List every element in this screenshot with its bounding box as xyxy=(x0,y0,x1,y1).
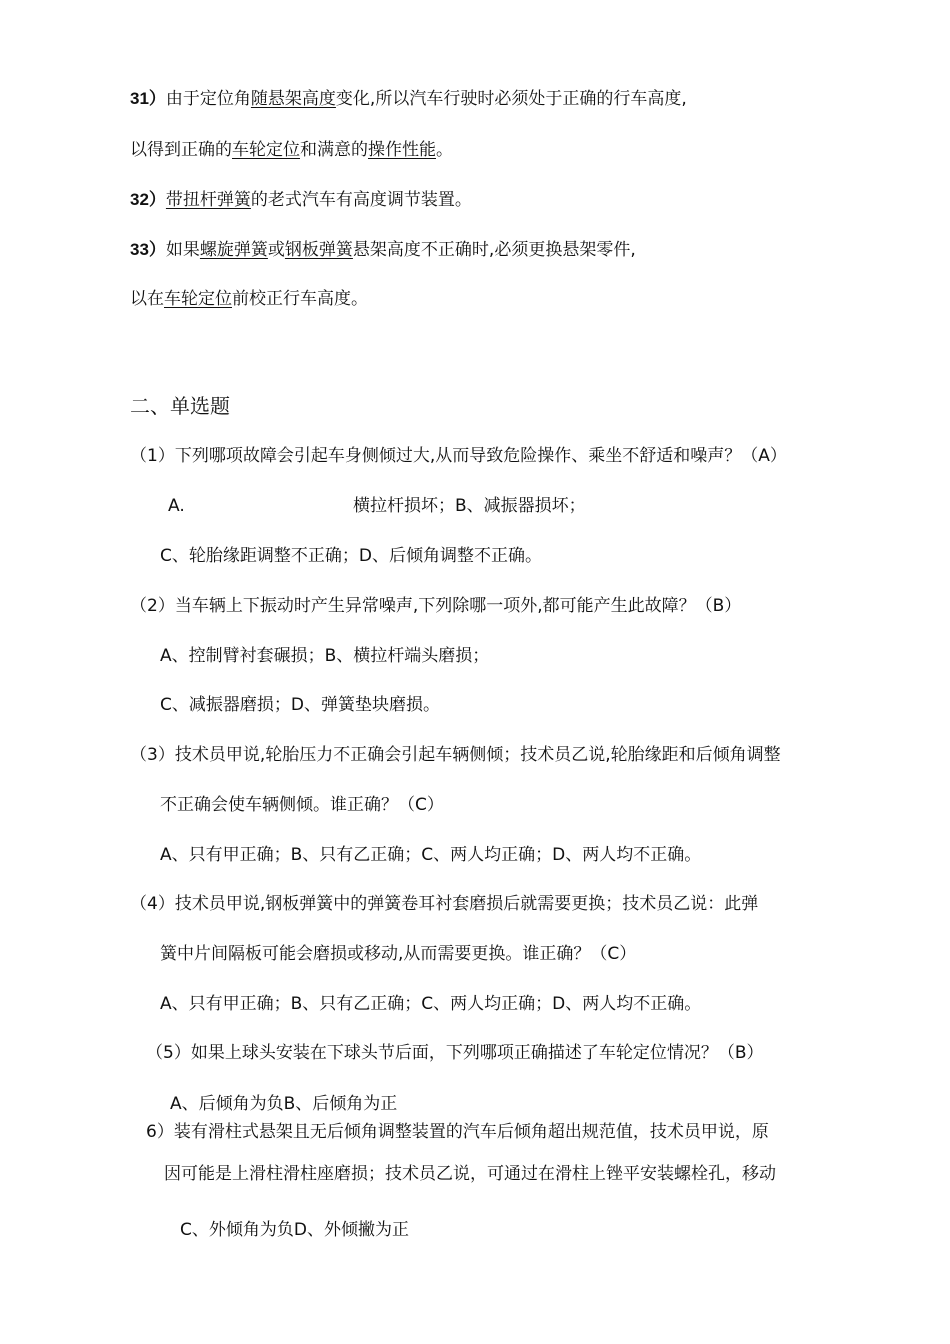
answer-blank: 车轮定位 xyxy=(164,289,232,309)
answer-blank: 车轮定位 xyxy=(232,140,300,160)
section-title: 二、单选题 xyxy=(130,394,230,418)
q31-line2 xyxy=(130,139,453,161)
text: 或 xyxy=(267,240,285,260)
q31-number: 31） xyxy=(130,89,166,108)
q6-stem-line2: 因可能是上滑柱滑柱座磨损；技术员乙说，可通过在滑柱上锉平安装螺栓孔，移动 xyxy=(164,1164,776,1184)
text: 如果 xyxy=(165,240,200,260)
q1-options-ab: 横拉杆损坏；B、减振器损坏； xyxy=(353,496,586,516)
text: 悬架高度不正确时,必须更换悬架零件, xyxy=(352,240,636,260)
text: 。 xyxy=(436,140,453,160)
q3-options: A、只有甲正确；B、只有乙正确；C、两人均正确；D、两人均不正确。 xyxy=(160,845,702,865)
text: 以在 xyxy=(130,289,164,309)
text: 的老式汽车有高度调节装置。 xyxy=(250,190,472,210)
q5-options-cd: C、外倾角为负D、外倾撇为正 xyxy=(180,1220,409,1240)
q5-options-ab: A、后倾角为负B、后倾角为正 xyxy=(170,1094,398,1114)
q33-line2 xyxy=(130,288,368,310)
q6-stem-line1: 6）装有滑柱式悬架且无后倾角调整装置的汽车后倾角超出规范值，技术员甲说，原 xyxy=(146,1122,769,1142)
q5-stem: （5）如果上球头安装在下球头节后面，下列哪项正确描述了车轮定位情况？（B） xyxy=(146,1043,764,1063)
q32-number: 32） xyxy=(130,190,166,209)
q1-stem: （1）下列哪项故障会引起车身侧倾过大,从而导致危险操作、乘坐不舒适和噪声？（A） xyxy=(130,446,787,466)
answer-blank: 螺旋弹簧 xyxy=(199,240,268,260)
q1-option-a-label: A. xyxy=(168,496,185,516)
q33-number: 33） xyxy=(130,240,166,259)
q2-options-ab: A、控制臂衬套碾损；B、横拉杆端头磨损； xyxy=(160,646,490,666)
answer-blank: 操作性能 xyxy=(368,140,436,160)
text: 由于定位角 xyxy=(165,89,251,109)
q33-line1 xyxy=(130,239,636,261)
q3-stem-line2: 不正确会使车辆侧倾。谁正确？（C） xyxy=(160,795,444,815)
q1-options-cd: C、轮胎缘距调整不正确；D、后倾角调整不正确。 xyxy=(160,546,542,566)
q2-stem: （2）当车辆上下振动时产生异常噪声,下列除哪一项外,都可能产生此故障？（B） xyxy=(130,596,742,616)
q4-stem-line2: 簧中片间隔板可能会磨损或移动,从而需要更换。谁正确？（C） xyxy=(160,944,637,964)
text: 前校正行车高度。 xyxy=(232,289,368,309)
text: 和满意的 xyxy=(300,140,368,160)
q32-line xyxy=(130,189,472,211)
text: 以得到正确的 xyxy=(130,140,232,160)
q4-options: A、只有甲正确；B、只有乙正确；C、两人均正确；D、两人均不正确。 xyxy=(160,994,702,1014)
answer-blank: 随悬架高度 xyxy=(250,89,336,109)
q2-options-cd: C、减振器磨损；D、弹簧垫块磨损。 xyxy=(160,695,440,715)
q31-line1 xyxy=(130,88,687,110)
text: 变化,所以汽车行驶时必须处于正确的行车高度, xyxy=(335,89,687,109)
q3-stem-line1: （3）技术员甲说,轮胎压力不正确会引起车辆侧倾；技术员乙说,轮胎缘距和后倾角调整 xyxy=(130,745,781,765)
answer-blank: 钢板弹簧 xyxy=(284,240,353,260)
answer-blank: 带扭杆弹簧 xyxy=(165,190,251,210)
q4-stem-line1: （4）技术员甲说,钢板弹簧中的弹簧卷耳衬套磨损后就需要更换；技术员乙说：此弹 xyxy=(130,894,759,914)
